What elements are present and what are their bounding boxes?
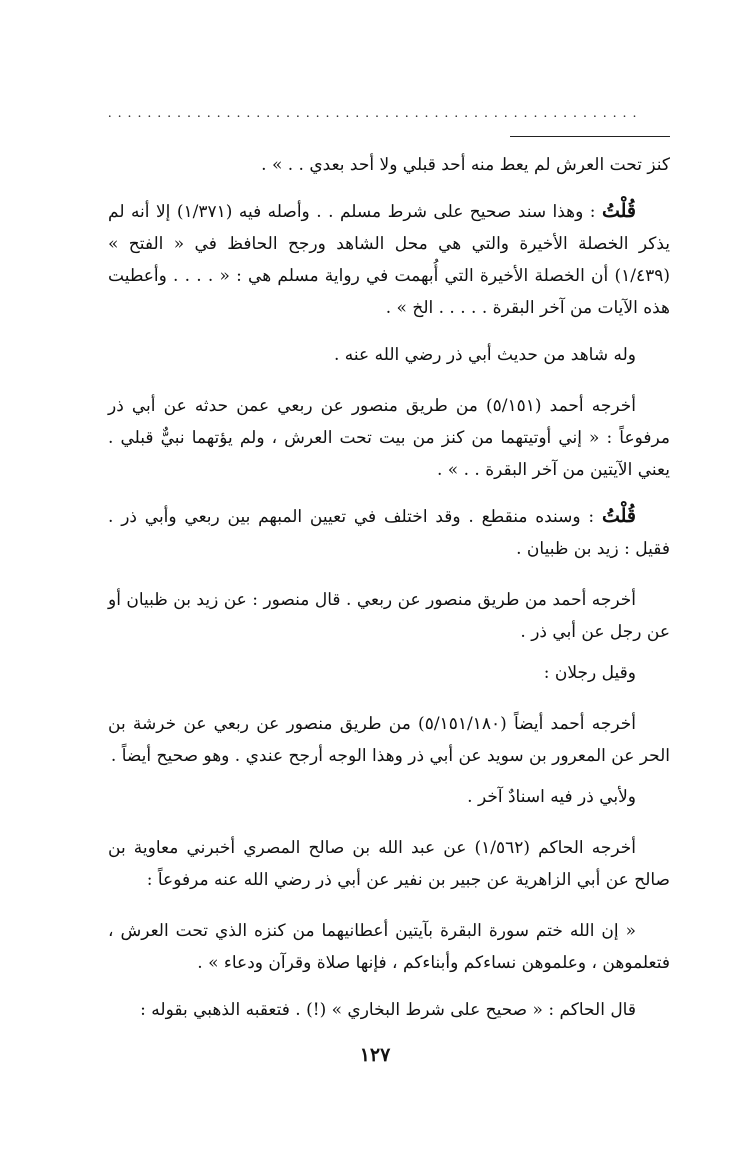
paragraph-3 [108,338,670,371]
paragraph-text: كنز تحت العرش لم يعط منه أحد قبلي ولا أحد بعدي . . » . [261,155,670,175]
paragraph-8 [108,707,670,772]
paragraph-7 [108,656,670,689]
paragraph-text: وقيل رجلان : [543,663,636,683]
paragraph-text: قال الحاكم : « صحيح على شرط البخاري » (!) . فتعقبه الذهبي بقوله : [140,1000,636,1020]
paragraph-2 [108,195,670,324]
paragraph-4 [108,389,670,486]
paragraph-5 [108,500,670,565]
paragraph-text: أخرجه أحمد (٥/١٥١) من طريق منصور عن ربعي عمن حدثه عن أبي ذر مرفوعاً : « إني أوتيتهما من كنز من بيت تحت العرش ، ولم يؤتهما نبيٌّ قبلي . يعني الآيتين من آخر البقرة . . » . [108,396,670,480]
header-dot-leader: ...................................................... [108,106,643,121]
paragraph-12 [108,993,670,1026]
page-body [108,140,670,1026]
paragraph-text: أخرجه أحمد من طريق منصور عن ربعي . قال منصور : عن زيد بن ظبيان أو عن رجل عن أبي ذر . [108,590,670,642]
paragraph-11 [108,914,670,979]
paragraph-6 [108,583,670,648]
paragraph-text: ولأبي ذر فيه اسنادٌ آخر . [467,787,636,807]
paragraph-1 [108,148,670,181]
paragraph-text: : وهذا سند صحيح على شرط مسلم . . وأصله فيه (١/٣٧١) إلا أنه لم يذكر الخصلة الأخيرة والتي هي محل الشاهد ورجح الحافظ في « الفتح » (١/٤٣٩) أن الخصلة الأخيرة التي أُبهمت في رواية مسلم هي : « . . . . وأعطيت هذه الآيات من آخر البقرة . . . . . الخ » . [108,202,670,318]
paragraph-10 [108,831,670,896]
keyword-qultu: قُلْتُ [601,505,636,527]
paragraph-9 [108,780,670,813]
paragraph-text: « إن الله ختم سورة البقرة بآيتين أعطانيهما من كنزه الذي تحت العرش ، فتعلموهن ، وعلموهن نساءكم وأبناءكم ، فإنها صلاة وقرآن ودعاء » . [108,921,670,973]
header-rule [510,136,670,137]
page-number: ١٢٧ [359,1044,391,1066]
keyword-qultu: قُلْتُ [601,200,637,222]
paragraph-text: : وسنده منقطع . وقد اختلف في تعيين المبهم بين ربعي وأبي ذر . فقيل : زيد بن ظبيان . [108,507,670,559]
paragraph-text: أخرجه الحاكم (١/٥٦٢) عن عبد الله بن صالح المصري أخبرني معاوية بن صالح عن أبي الزاهرية عن جبير بن نفير عن أبي ذر رضي الله عنه مرفوعاً : [108,838,670,890]
paragraph-text: وله شاهد من حديث أبي ذر رضي الله عنه . [333,345,636,365]
paragraph-text: أخرجه أحمد أيضاً (٥/١٥١/١٨٠) من طريق منصور عن ربعي عن خرشة بن الحر عن المعرور بن سويد عن أبي ذر وهذا الوجه أرجح عندي . وهو صحيح أيضاً . [108,714,670,766]
